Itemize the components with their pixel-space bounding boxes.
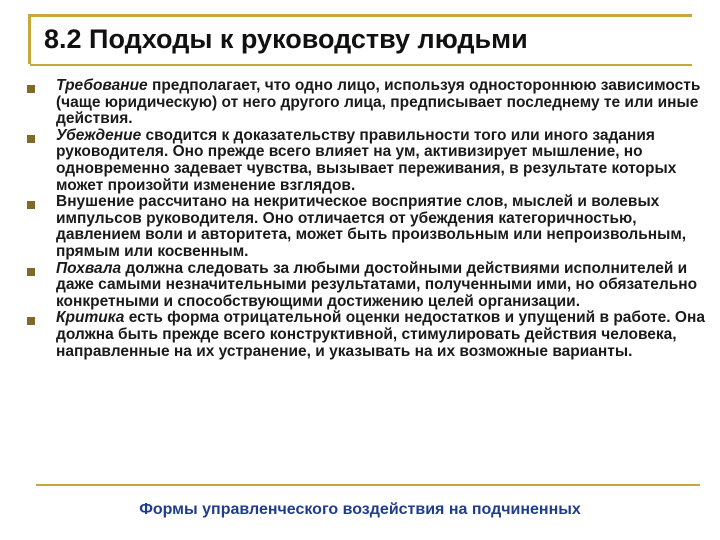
title-underline [30, 64, 692, 66]
square-bullet-icon [27, 201, 35, 209]
bullet-text: Внушение рассчитано на некритическое восприятие слов, мыслей и волевых импульсов руководителя. Оно отличается от убеждения категоричностью, давлением воли и авторитета, может быть произвольным или непроизвольным, прямым или косвенным. [56, 193, 687, 260]
bullet-item-criticism [26, 310, 706, 360]
bullet-item-demand [26, 78, 706, 128]
bullet-text: должна следовать за любыми достойными действиями исполнителей и даже самыми незначительными результатами, полученными ими, но обязательно конкретными и способствующими достижению целей организации. [56, 259, 698, 310]
square-bullet-icon [27, 135, 35, 143]
bullet-list [26, 78, 706, 360]
bullet-term: Требование [56, 77, 148, 94]
bullet-term: Критика [56, 309, 125, 327]
title-frame-top-line [28, 14, 692, 17]
bullet-term: Похвала [56, 259, 122, 277]
bullet-term: Убеждение [56, 126, 142, 144]
bullet-item-suggestion [26, 194, 706, 260]
square-bullet-icon [27, 268, 35, 276]
bullet-item-persuasion [26, 128, 706, 194]
slide-caption: Формы управленческого воздействия на подчиненных [139, 501, 581, 518]
square-bullet-icon [27, 85, 35, 93]
title-frame-left-line [28, 14, 31, 64]
bullet-text: есть форма отрицательной оценки недостатков и упущений в работе. Она должна быть прежде всего конструктивной, стимулировать действия человека, направленные на их устранение, и указывать на их возможные варианты. [56, 309, 705, 360]
slide-title: 8.2 Подходы к руководству людьми [44, 24, 528, 54]
bullet-text: предполагает, что одно лицо, используя одностороннюю зависимость (чаще юридическую) от него другого лица, предписывает последнему те или иные действия. [56, 77, 701, 128]
square-bullet-icon [27, 317, 35, 325]
bullet-item-praise [26, 261, 706, 311]
caption-rule [36, 484, 700, 486]
bullet-text: сводится к доказательству правильности того или иного задания руководителя. Оно прежде всего влияет на ум, активизирует мышление, но одновременно задевает чувства, вызывает переживания, в результате которых может произойти изменение взглядов. [56, 126, 677, 194]
